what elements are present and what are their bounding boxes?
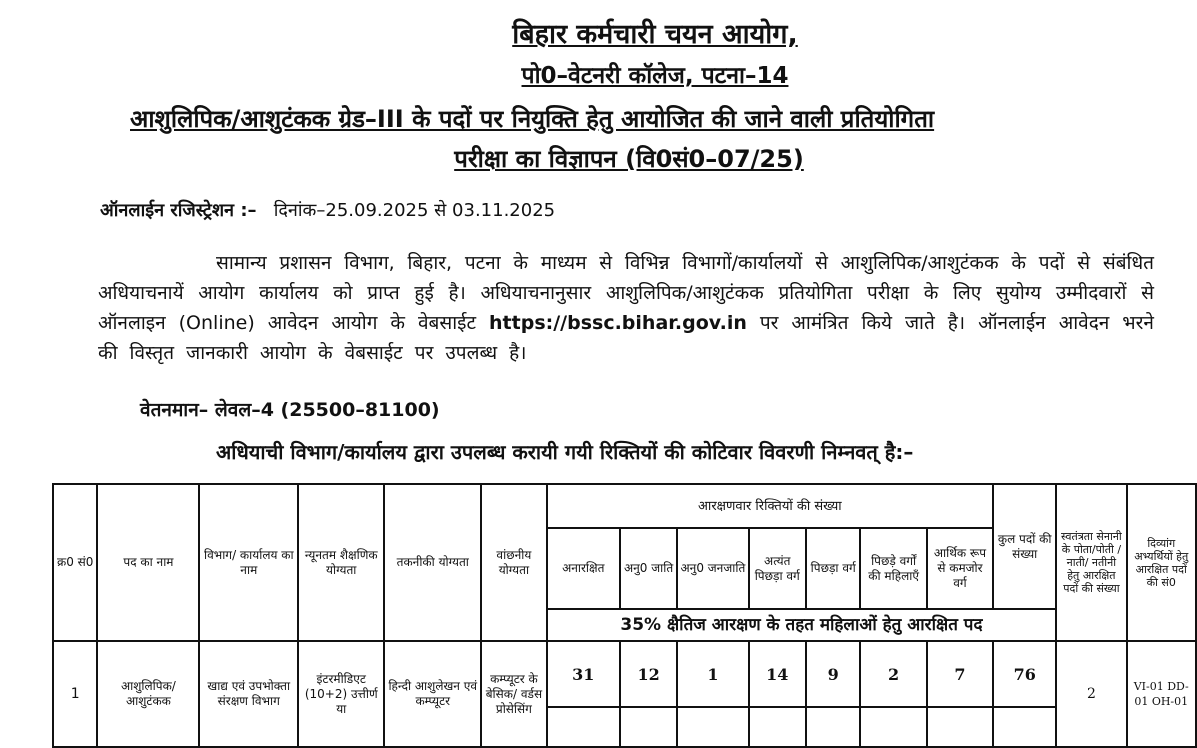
cell-sno: 1 — [53, 641, 97, 747]
org-name: बिहार कर्मचारी चयन आयोग, — [512, 19, 798, 50]
cell-divyang: VI-01 DD-01 OH-01 — [1127, 641, 1197, 747]
header-cat-bc-women: पिछड़े वर्गों की महिलाएँ — [860, 528, 926, 609]
header-women-reservation: 35% क्षैतिज आरक्षण के तहत महिलाओं हेतु आरक्षित पद — [547, 609, 1057, 641]
header-desired: वांछनीय योग्यता — [481, 484, 546, 641]
org-address: पो0–वेटनरी कॉलेज, पटना–14 — [521, 63, 789, 89]
header-post: पद का नाम — [97, 484, 199, 641]
header-sno: क्र0 सं0 — [53, 484, 97, 641]
registration-label: ऑनलाईन रजिस्ट्रेशन :– — [100, 200, 257, 221]
header-cat-sc: अनु0 जाति — [620, 528, 677, 609]
header-cat-st: अनु0 जनजाति — [677, 528, 748, 609]
header-cat-unreserved: अनारक्षित — [547, 528, 620, 609]
cell-desired: कम्प्यूटर के बेसिक/ वर्डस प्रोसेसिंग — [481, 641, 546, 747]
intro-paragraph — [98, 248, 1154, 368]
header-edu: न्यूनतम शैक्षणिक योग्यता — [298, 484, 384, 641]
header-total: कुल पदों की संख्या — [993, 484, 1056, 609]
intro-text: सामान्य प्रशासन विभाग, बिहार, पटना के माध्यम से विभिन्न विभागों/कार्यालयों से आशुलिपिक/आशुटंकक के पदों से संबंधित अधियाचनायें आयोग कार्यालय को प्राप्त हुई है। अधियाचनानुसार आशुलिपिक/आशुटंकक प्रतियोगिता परीक्षा के लिए सुयोग्य उम्मीदवारों से ऑनलाइन (Online) आवेदन आयोग के वेबसाईट — [98, 252, 1154, 334]
ad-title-line1: आशुलिपिक/आशुटंकक ग्रेड–III के पदों पर नियुक्ति हेतु आयोजित की जाने वाली प्रतियोगिता — [130, 105, 935, 133]
cell-post: आशुलिपिक/ आशुटंकक — [97, 641, 199, 747]
cell-ebc: 14 — [749, 641, 806, 707]
header-divyang: दिव्यांग अभ्यर्थियों हेतु आरक्षित पदों की सं0 — [1127, 484, 1197, 641]
table-intro: अधियाची विभाग/कार्यालय द्वारा उपलब्ध करायी गयी रिक्तियों की कोटिवार विवरणी निम्नवत् है:– — [216, 440, 914, 464]
header-reservation: आरक्षणवार रिक्तियों की संख्या — [547, 484, 994, 528]
website-link[interactable]: https://bssc.bihar.gov.in — [489, 312, 747, 334]
cell-bc: 9 — [806, 641, 860, 707]
pay-scale: वेतनमान– लेवल–4 (25500–81100) — [140, 399, 440, 421]
cell-ews: 7 — [927, 641, 993, 707]
header-cat-ews: आर्थिक रूप से कमजोर वर्ग — [927, 528, 993, 609]
registration-dates: दिनांक–25.09.2025 से 03.11.2025 — [273, 200, 556, 221]
cell-tech: हिन्दी आशुलेखन एवं कम्प्यूटर — [384, 641, 481, 747]
intro-text-end: पर आमंत्रित किये जाते है। ऑनलाईन आवेदन भरने की विस्तृत जानकारी आयोग के वेबसाईट पर उपलब्ध है। — [98, 312, 1154, 364]
header-dept: विभाग/ कार्यालय का नाम — [199, 484, 298, 641]
cell-freedom: 2 — [1056, 641, 1126, 747]
registration — [100, 198, 555, 222]
cell-edu: इंटरमीडिएट (10+2) उत्तीर्ण या — [298, 641, 384, 747]
cell-st: 1 — [677, 641, 748, 707]
ad-title-line2: परीक्षा का विज्ञापन (वि0सं0–07/25) — [454, 145, 804, 173]
cell-bc-women: 2 — [860, 641, 926, 707]
vacancy-table — [52, 483, 1197, 748]
header-freedom: स्वतंत्रता सेनानी के पोता/पोती /नाती/ नतीनी हेतु आरक्षित पदों की संख्या — [1056, 484, 1126, 641]
cell-sc: 12 — [620, 641, 677, 707]
cell-dept: खाद्य एवं उपभोक्ता संरक्षण विभाग — [199, 641, 298, 747]
table-row — [53, 641, 1196, 707]
header-cat-bc: पिछड़ा वर्ग — [806, 528, 860, 609]
cell-unreserved: 31 — [547, 641, 620, 707]
header-cat-ebc: अत्यंत पिछड़ा वर्ग — [749, 528, 806, 609]
cell-total: 76 — [993, 641, 1056, 707]
header-tech: तकनीकी योग्यता — [384, 484, 481, 641]
